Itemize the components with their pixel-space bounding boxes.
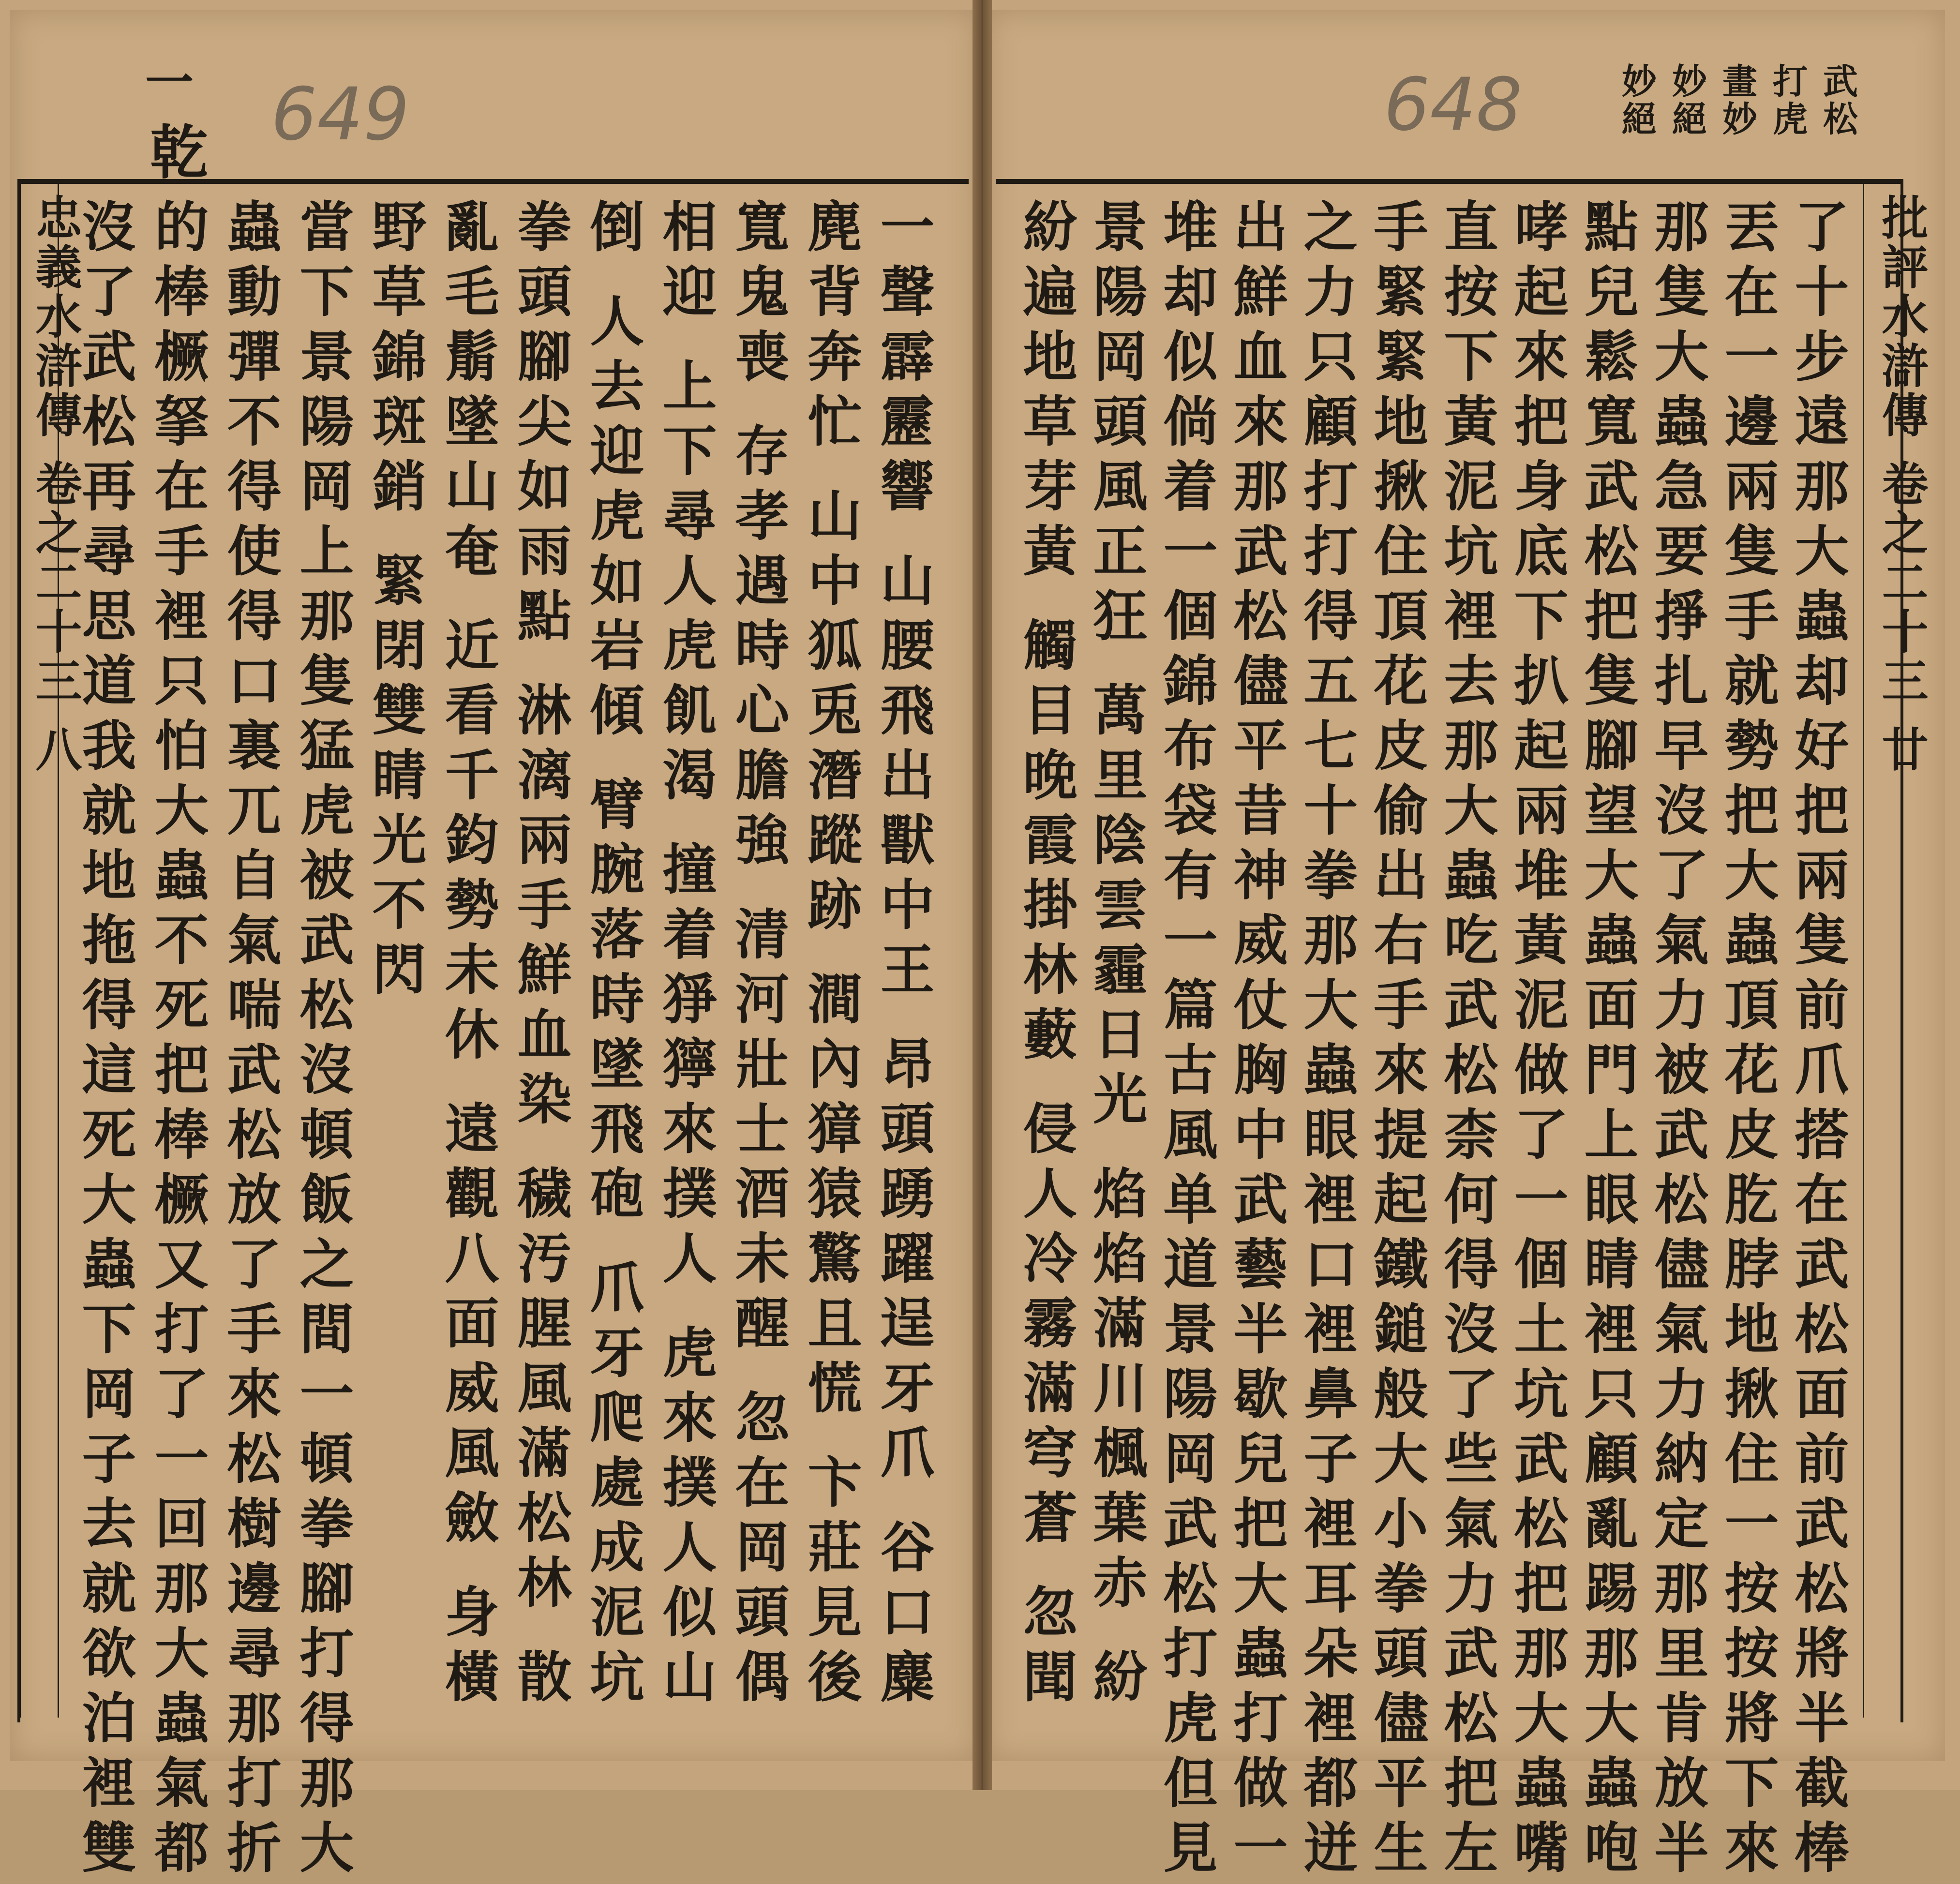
text-column: 出鮮血來那武松儘平昔神威仗胸中武藝半歇兒把大蟲打做一 (1225, 198, 1288, 1884)
text-column: 拳頭腳尖如雨點 淋漓兩手鮮血染 穢汚腥風滿松林 散 (509, 198, 572, 1713)
text-column: 點兒鬆寬武松把隻腳望大蟲面門上眼睛裡只顧亂踢那大蟲咆 (1575, 198, 1639, 1884)
text-column: 的棒橛拏在手裡只怕大蟲不死把棒橛又打了一回那大蟲氣都 (146, 198, 209, 1884)
right-margin-title: 批評水滸傳 卷之二十三 廿 (1874, 194, 1929, 775)
text-column: 堆却似倘着一個錦布袋有一篇古風单道景陽岡武松打虎但見 (1154, 198, 1218, 1884)
text-column: 沒了武松再尋思道我就地拖得這死大蟲下岡子去就欲泊裡雙 (73, 198, 136, 1884)
corner-mark: 乾 (150, 119, 208, 187)
tab-mark: 一 (145, 54, 194, 111)
text-column: 亂毛鬅墜山奄 近看千鈞勢未休 遠觀八面威風斂 身橫 (436, 198, 499, 1713)
text-column: 一聲霹靂響 山腰飛出獸中王 昂頭踴躍逞牙爪 谷口麋 (871, 198, 935, 1713)
text-column: 直按下黃泥坑裡去那大蟲吃武松柰何得沒了些氣力武松把左 (1435, 198, 1498, 1884)
text-column: 那隻大蟲急要掙扎早沒了氣力被武松儘氣力納定那里肯放半 (1646, 198, 1709, 1884)
text-column: 景陽岡頭風正狂 萬里陰雲霾日光 焰焰滿川楓葉赤 紛 (1084, 198, 1148, 1713)
text-column: 蟲動彈不得使得口裏兀自氣喘武松放了手來松樹邊尋那打折 (218, 198, 282, 1884)
text-column: 野草錦斑銷 緊閉雙睛光不閃 (363, 198, 427, 1006)
text-column: 了十步遠那大蟲却好把兩隻前爪搭在武松面前武松將半截棒 (1786, 198, 1849, 1884)
text-column: 麂背奔忙 山中狐兎潛蹤跡 澗內獐猿驚且慌 卞莊見後 (799, 198, 862, 1713)
text-column: 相迎 上下尋人虎飢渴 撞着猙獰來撲人 虎來撲人似山 (654, 198, 717, 1713)
corner-annotation: 武松打虎 畫妙 妙絕 妙絕 (1616, 63, 1858, 138)
text-column: 手緊緊地揪住頂花皮偷出右手來提起鐵鎚般大小拳頭儘平生 (1365, 198, 1428, 1884)
text-column: 紛遍地草芽黃 觸目晚霞掛林藪 侵人冷霧滿穹蒼 忽聞 (1014, 198, 1077, 1713)
text-column: 哮起來把身底下扒起兩堆黃泥做了一個土坑武松把那大蟲嘴 (1505, 198, 1569, 1884)
left-margin-title: 忠義水滸傳 卷之二十三 八 (28, 194, 83, 775)
text-column: 當下景陽岡上那隻猛虎被武松沒頓飯之間一頓拳腳打得那大 (291, 198, 354, 1884)
pencil-page-number-left: 649 (271, 73, 410, 157)
text-column: 丟在一邊兩隻手就勢把大蟲頂花皮肐脖地揪住一按按將下來 (1716, 198, 1779, 1884)
text-column: 之力只顧打打得五七十拳那大蟲眼裡口裡鼻子裡耳朵裡都迸 (1295, 198, 1358, 1884)
text-column: 寬鬼喪 存孝遇時心膽強 清河壯士酒未醒 忽在岡頭偶 (726, 198, 790, 1713)
pencil-page-number-right: 648 (1384, 63, 1523, 147)
text-column: 倒 人去迎虎如岩傾 臂腕落時墜飛砲 爪牙爬處成泥坑 (581, 198, 644, 1713)
book-gutter (973, 0, 992, 1790)
